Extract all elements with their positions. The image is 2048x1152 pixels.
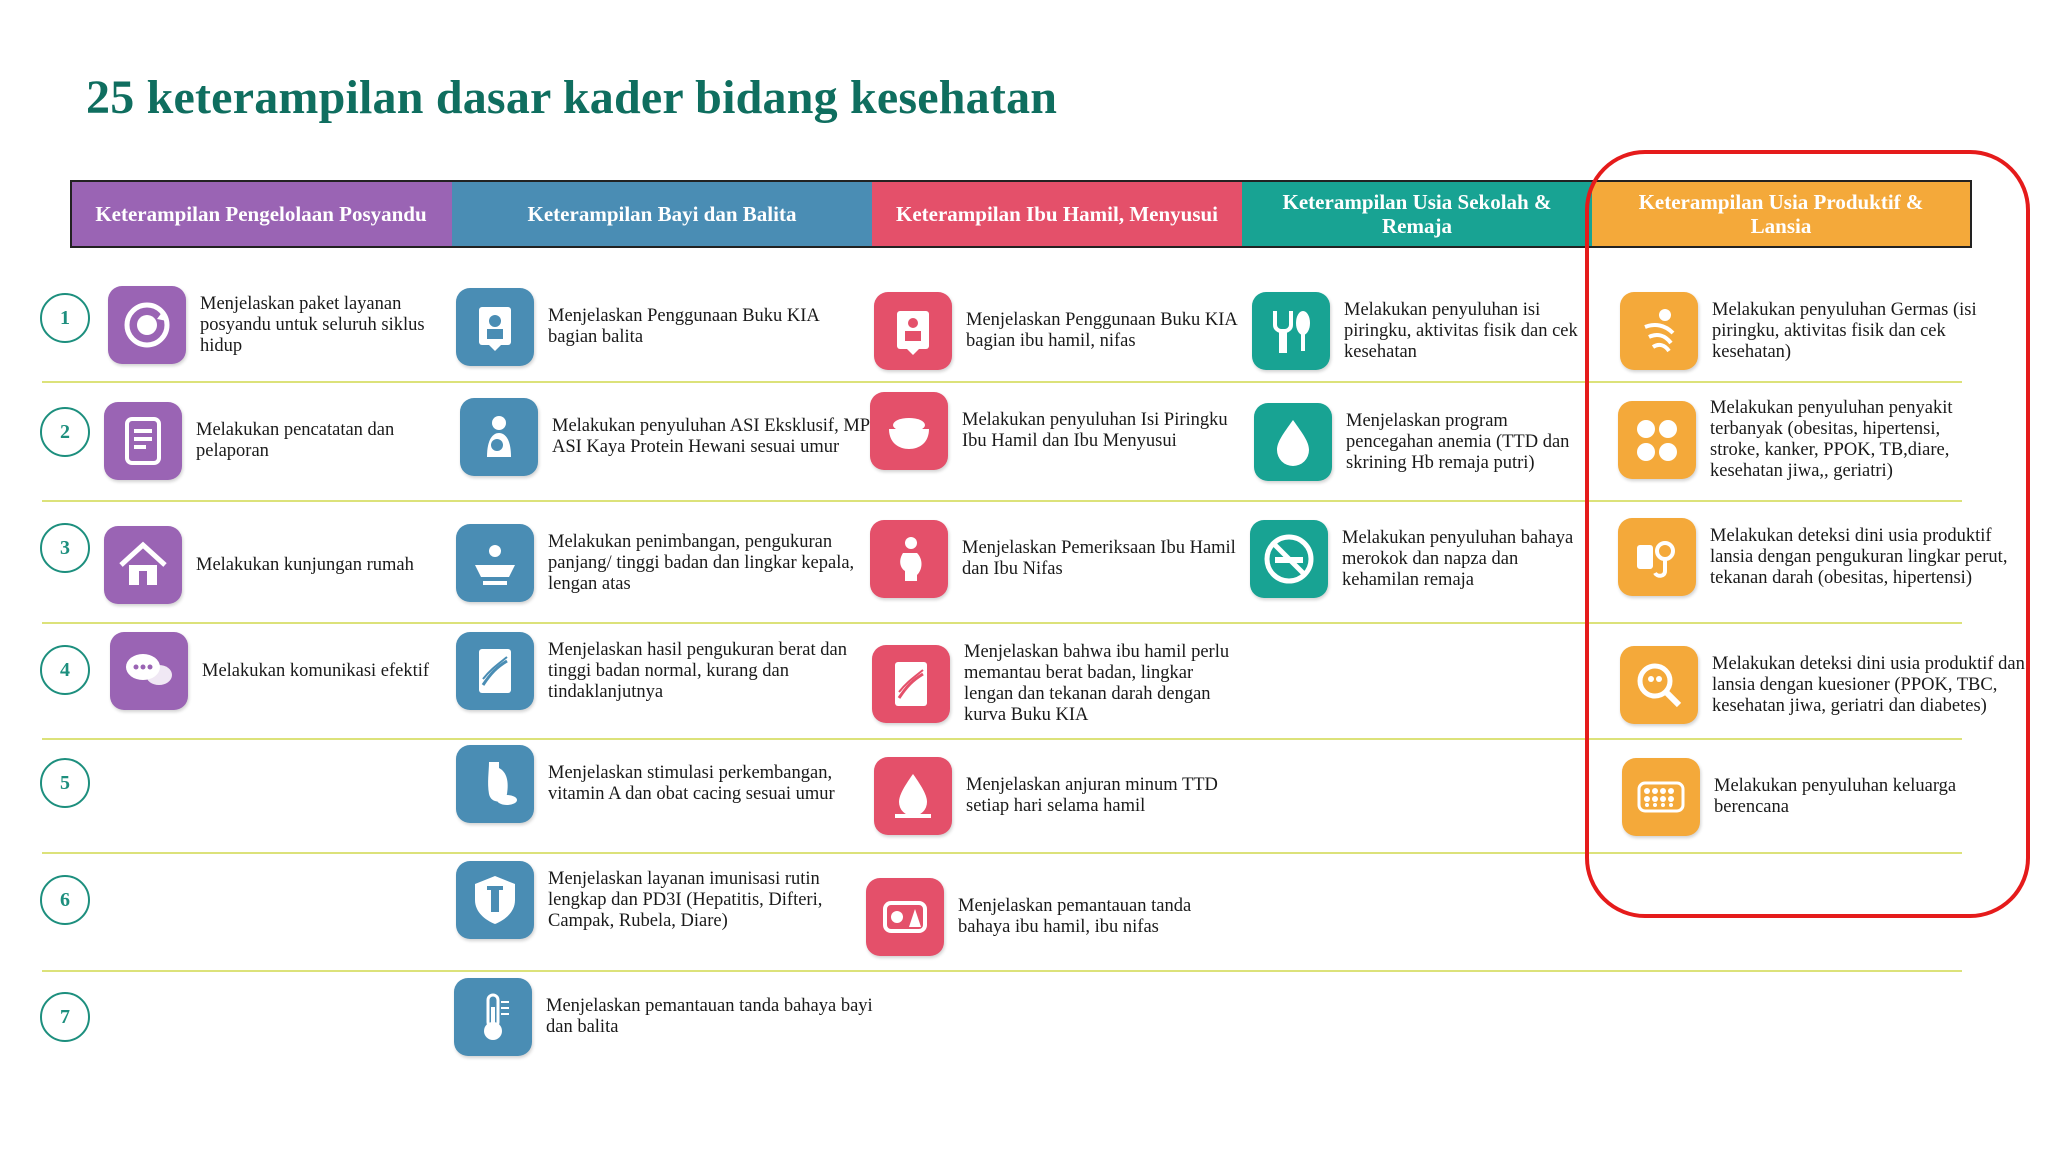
header-label: Keterampilan Bayi dan Balita — [527, 202, 797, 226]
skill-text: Melakukan penyuluhan Isi Piringku Ibu Hamil dan Ibu Menyusui — [962, 410, 1228, 451]
header-usia-sekolah — [1242, 180, 1592, 248]
skill-text: Melakukan pencatatan dan pelaporan — [196, 420, 395, 461]
skill-text: Menjelaskan layanan imunisasi rutin lengkap dan PD3I (Hepatitis, Difteri, Campak, Rubela, Diare) — [548, 868, 823, 931]
kia-book-mother-icon — [874, 292, 952, 370]
tablet-report-icon — [104, 402, 182, 480]
skill-text: Melakukan komunikasi efektif — [202, 660, 430, 681]
skill-item — [870, 392, 1242, 470]
thermometer-icon — [454, 978, 532, 1056]
skill-text: Melakukan deteksi dini usia produktif dan lansia dengan kuesioner (PPOK, TBC, kesehatan jiwa, geriatri dan diabetes) — [1712, 653, 2025, 716]
skill-text: Menjelaskan Penggunaan Buku KIA bagian balita — [548, 306, 819, 347]
row-number: 5 — [40, 758, 90, 808]
skill-item — [870, 520, 1242, 598]
skill-text: Menjelaskan stimulasi perkembangan, vitamin A dan obat cacing sesuai umur — [548, 763, 835, 804]
food-bowl-icon — [870, 392, 948, 470]
skill-text: Menjelaskan Penggunaan Buku KIA bagian ibu hamil, nifas — [966, 310, 1237, 351]
skill-item — [454, 978, 874, 1056]
skill-text: Menjelaskan paket layanan posyandu untuk seluruh siklus hidup — [200, 293, 425, 356]
skill-text: Melakukan penyuluhan ASI Eksklusif, MP ASI Kaya Protein Hewani sesuai umur — [552, 416, 870, 457]
skill-item — [874, 757, 1242, 835]
skill-item — [874, 292, 1242, 370]
header-border-left — [70, 180, 72, 248]
skill-text: Melakukan penyuluhan bahaya merokok dan napza dan kehamilan remaja — [1342, 527, 1574, 590]
skill-text: Menjelaskan program pencegahan anemia (TTD dan skrining Hb remaja putri) — [1346, 410, 1570, 473]
skill-text: Melakukan penyuluhan penyakit terbanyak (obesitas, hipertensi, stroke, kanker, PPOK, TB,diare, kesehatan jiwa,, geriatri) — [1710, 398, 1953, 481]
skill-item — [1250, 520, 1594, 598]
weight-chart-icon — [872, 645, 950, 723]
skill-text: Menjelaskan pemantauan tanda bahaya bayi dan balita — [546, 996, 873, 1037]
cutlery-icon — [1252, 292, 1330, 370]
row-number: 6 — [40, 875, 90, 925]
header-label: Keterampilan Usia Sekolah & Remaja — [1282, 190, 1552, 238]
skill-item — [110, 632, 450, 710]
header-bayi-balita — [452, 180, 872, 248]
row-number: 1 — [40, 293, 90, 343]
skill-item — [1252, 292, 1592, 370]
skill-item — [456, 861, 866, 939]
row-number: 3 — [40, 523, 90, 573]
no-smoking-icon — [1250, 520, 1328, 598]
header-ibu-hamil — [872, 180, 1242, 248]
breastfeeding-icon — [460, 398, 538, 476]
chat-bubbles-icon — [110, 632, 188, 710]
header-label: Keterampilan Pengelolaan Posyandu — [95, 202, 427, 226]
blood-drop-tablet-icon — [874, 757, 952, 835]
skill-item — [872, 642, 1242, 726]
skill-item — [108, 286, 448, 364]
skill-text: Melakukan penyuluhan isi piringku, aktivitas fisik dan cek kesehatan — [1344, 299, 1578, 362]
skill-item — [1254, 403, 1594, 481]
skill-item — [456, 288, 866, 366]
vaccine-shield-icon — [456, 861, 534, 939]
pregnant-checkup-icon — [870, 520, 948, 598]
danger-sign-icon — [866, 878, 944, 956]
skill-text: Melakukan deteksi dini usia produktif lansia dengan pengukuran lingkar perut, tekanan darah (obesitas, hipertensi) — [1710, 525, 2008, 588]
skill-text: Menjelaskan anjuran minum TTD setiap hari selama hamil — [966, 775, 1218, 816]
skill-text: Menjelaskan Pemeriksaan Ibu Hamil dan Ibu Nifas — [962, 538, 1236, 579]
highlight-outline — [1585, 150, 2030, 918]
skill-text: Melakukan penimbangan, pengukuran panjang/ tinggi badan dan lingkar kepala, lengan atas — [548, 531, 855, 594]
header-label: Keterampilan Usia Produktif & Lansia — [1638, 190, 1924, 238]
home-visit-icon — [104, 526, 182, 604]
baby-scale-icon — [456, 524, 534, 602]
row-number: 2 — [40, 407, 90, 457]
kia-book-icon — [456, 288, 534, 366]
skill-item — [104, 402, 448, 480]
skill-text: Melakukan penyuluhan Germas (isi piringku, aktivitas fisik dan cek kesehatan) — [1712, 299, 1977, 362]
cycle-icon — [108, 286, 186, 364]
vitamin-capsule-icon — [456, 745, 534, 823]
skill-item — [460, 398, 870, 476]
skill-text: Melakukan penyuluhan keluarga berencana — [1714, 776, 1957, 817]
skill-text: Menjelaskan bahwa ibu hamil perlu memantau berat badan, lingkar lengan dan tekanan darah dengan kurva Buku KIA — [964, 642, 1230, 725]
row-number: 7 — [40, 992, 90, 1042]
header-posyandu — [70, 180, 452, 248]
page-title: 25 keterampilan dasar kader bidang kesehatan — [86, 71, 1058, 124]
skill-item — [456, 524, 866, 602]
skill-item — [456, 632, 866, 710]
header-label: Keterampilan Ibu Hamil, Menyusui — [895, 202, 1219, 226]
skill-item — [104, 526, 448, 604]
skill-item — [866, 878, 1242, 956]
skill-text: Menjelaskan pemantauan tanda bahaya ibu hamil, ibu nifas — [958, 896, 1192, 937]
skill-text: Menjelaskan hasil pengukuran berat dan tinggi badan normal, kurang dan tindaklanjutnya — [548, 639, 847, 702]
row-divider — [42, 970, 1962, 972]
row-number: 4 — [40, 645, 90, 695]
growth-chart-icon — [456, 632, 534, 710]
blood-drop-icon — [1254, 403, 1332, 481]
skill-text: Melakukan kunjungan rumah — [196, 554, 414, 575]
skill-item — [456, 745, 866, 823]
